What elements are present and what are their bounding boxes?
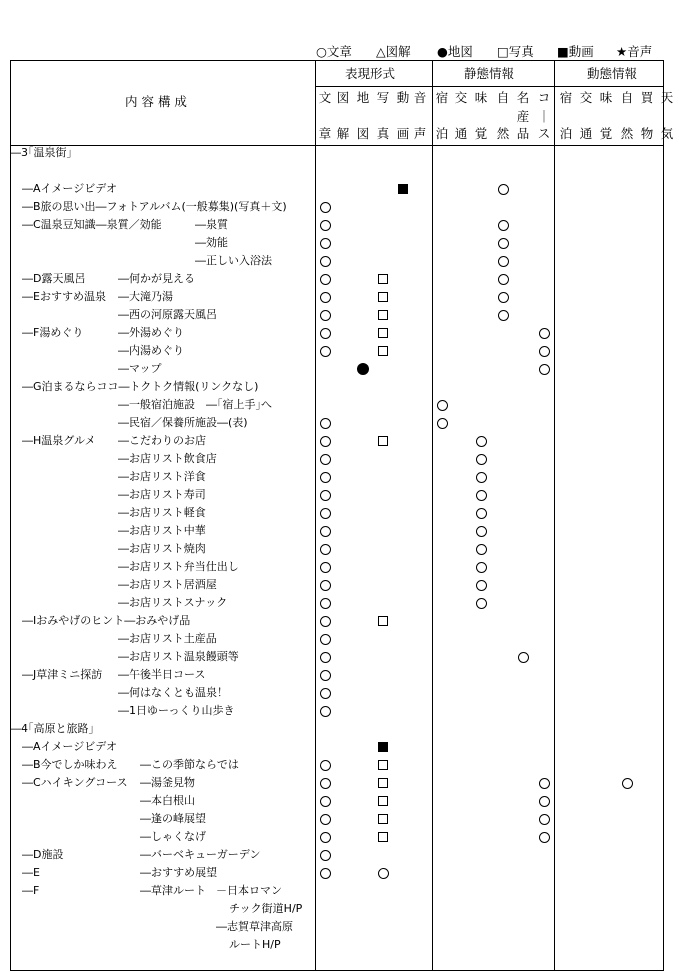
circle-mark — [320, 220, 331, 231]
table-row — [0, 720, 679, 738]
table-row — [0, 252, 679, 270]
column-header-11-bottom: ス — [537, 126, 551, 141]
circle-mark — [320, 256, 331, 267]
row-label: ―Eおすすめ温泉 — [22, 290, 107, 303]
square-mark — [378, 274, 388, 284]
circle-mark — [476, 598, 487, 609]
square-mark — [378, 310, 388, 320]
circle-mark — [320, 418, 331, 429]
legend-circle: ○文章 — [316, 44, 352, 59]
circle-mark — [320, 346, 331, 357]
table-row — [0, 234, 679, 252]
circle-mark — [320, 796, 331, 807]
column-header-6-top: 宿 — [435, 90, 449, 105]
table-row — [0, 522, 679, 540]
column-header-5-bottom: 声 — [413, 126, 427, 141]
table-row — [0, 792, 679, 810]
table-row — [0, 198, 679, 216]
circle-mark — [320, 580, 331, 591]
row-label: ―外湯めぐり — [118, 326, 184, 339]
legend-star: ★音声 — [616, 44, 653, 59]
row-label: ―J草津ミニ探訪 — [22, 668, 103, 681]
row-label: ―お店リストスナック — [118, 596, 228, 609]
table-row — [0, 360, 679, 378]
row-label: ―3｢温泉街｣ — [10, 146, 72, 159]
circle-mark — [320, 454, 331, 465]
row-label: ルートH/P — [229, 938, 281, 951]
table-row — [0, 828, 679, 846]
column-header-10-mid: 産 — [516, 109, 530, 124]
row-label: ―お店リスト温泉饅頭等 — [118, 650, 239, 663]
circle-mark — [320, 850, 331, 861]
circle-mark — [476, 490, 487, 501]
row-label: ―D露天風呂 — [22, 272, 86, 285]
square-mark — [378, 778, 388, 788]
column-header-11-top: コ — [537, 90, 551, 105]
row-label: ―大滝乃湯 — [118, 290, 173, 303]
column-header-12-top: 宿 — [559, 90, 573, 105]
row-label: ―こだわりのお店 — [118, 434, 206, 447]
square-mark — [378, 436, 388, 446]
column-header-0-top: 文 — [318, 90, 332, 105]
circle-mark — [320, 292, 331, 303]
circle-mark — [498, 310, 509, 321]
circle-mark — [320, 652, 331, 663]
column-header-4-top: 動 — [396, 90, 410, 105]
table-row — [0, 414, 679, 432]
circle-mark — [518, 652, 529, 663]
table-row — [0, 378, 679, 396]
column-header-13-bottom: 通 — [579, 126, 593, 141]
column-header-14-top: 味 — [599, 90, 613, 105]
row-label: ―バーベキューガーデン — [140, 848, 261, 861]
column-header-15-bottom: 然 — [620, 126, 634, 141]
circle-mark — [539, 796, 550, 807]
row-label: ―お店リスト居酒屋 — [118, 578, 217, 591]
table-row — [0, 702, 679, 720]
circle-mark — [498, 274, 509, 285]
circle-mark — [320, 544, 331, 555]
row-label: ―Iおみやげのヒント―おみやげ品 — [22, 614, 191, 627]
circle-mark — [437, 418, 448, 429]
circle-mark — [476, 526, 487, 537]
table-row — [0, 306, 679, 324]
column-header-7-bottom: 通 — [454, 126, 468, 141]
column-header-14-bottom: 覚 — [599, 126, 613, 141]
content-structure-heading: 内 容 構 成 — [125, 94, 187, 109]
table-row — [0, 612, 679, 630]
row-label: ―逢の峰展望 — [140, 812, 206, 825]
row-label: ―正しい入浴法 — [195, 254, 272, 267]
circle-mark — [320, 598, 331, 609]
row-label: ―マップ — [118, 362, 162, 375]
circle-mark — [320, 778, 331, 789]
circle-mark — [320, 274, 331, 285]
table-row — [0, 648, 679, 666]
column-header-7-top: 交 — [454, 90, 468, 105]
row-label: ―一般宿泊施設 ―｢宿上手｣へ — [118, 398, 272, 411]
table-row — [0, 882, 679, 900]
row-label: ―泉質 — [195, 218, 228, 231]
column-header-8-top: 味 — [474, 90, 488, 105]
circle-mark — [476, 562, 487, 573]
table-row — [0, 180, 679, 198]
table-row — [0, 900, 679, 918]
circle-mark — [320, 526, 331, 537]
circle-mark — [320, 688, 331, 699]
column-header-10-top: 名 — [516, 90, 530, 105]
table-row — [0, 846, 679, 864]
table-row — [0, 450, 679, 468]
row-label: ―お店リスト飲食店 — [118, 452, 217, 465]
column-header-8-bottom: 覚 — [474, 126, 488, 141]
table-row — [0, 504, 679, 522]
table-row — [0, 864, 679, 882]
table-row — [0, 774, 679, 792]
row-label: ―F湯めぐり — [22, 326, 84, 339]
block-mark — [398, 184, 408, 194]
table-row — [0, 540, 679, 558]
circle-mark — [320, 490, 331, 501]
column-header-9-bottom: 然 — [496, 126, 510, 141]
table-row — [0, 666, 679, 684]
table-row — [0, 576, 679, 594]
table-row — [0, 936, 679, 954]
row-label: ―民宿／保養所施設―(表) — [118, 416, 248, 429]
legend-triangle: △図解 — [376, 44, 411, 59]
column-header-4-bottom: 画 — [396, 126, 410, 141]
row-label: ―おすすめ展望 — [140, 866, 218, 879]
column-header-1-bottom: 解 — [336, 126, 350, 141]
circle-mark — [498, 220, 509, 231]
table-row — [0, 342, 679, 360]
legend-dot: ●地図 — [437, 44, 473, 59]
table-row — [0, 486, 679, 504]
circle-mark — [320, 616, 331, 627]
row-label: ―効能 — [195, 236, 228, 249]
row-label: ―1日ゆーっくり山歩き — [118, 704, 235, 717]
expression-format-heading: 表現形式 — [345, 66, 396, 81]
square-mark — [378, 760, 388, 770]
row-label: ―本白根山 — [140, 794, 195, 807]
column-header-1-top: 図 — [336, 90, 350, 105]
table-row — [0, 216, 679, 234]
circle-mark — [320, 868, 331, 879]
row-label: ―B今でしか味わえ — [22, 758, 118, 771]
table-row — [0, 810, 679, 828]
circle-mark — [320, 634, 331, 645]
circle-mark — [320, 328, 331, 339]
row-label: ―D施設 — [22, 848, 64, 861]
table-row — [0, 594, 679, 612]
table-row — [0, 324, 679, 342]
circle-mark — [320, 760, 331, 771]
circle-mark — [320, 238, 331, 249]
row-label: ―H温泉グルメ — [22, 434, 96, 447]
row-label: ―B旅の思い出―フォトアルバム(一般募集)(写真＋文) — [22, 200, 287, 213]
dot-mark — [357, 363, 369, 375]
table-row — [0, 738, 679, 756]
row-label: ―Cハイキングコース — [22, 776, 128, 789]
square-mark — [378, 796, 388, 806]
row-label: －日本ロマン — [216, 884, 282, 897]
table-row — [0, 288, 679, 306]
circle-mark — [476, 544, 487, 555]
table-row — [0, 558, 679, 576]
circle-mark — [539, 364, 550, 375]
row-label: ―西の河原露天風呂 — [118, 308, 217, 321]
circle-mark — [476, 454, 487, 465]
column-header-11-mid: ｜ — [537, 109, 551, 124]
row-label: ―お店リスト焼肉 — [118, 542, 206, 555]
row-label: ―午後半日コース — [118, 668, 206, 681]
row-label: ―お店リスト洋食 — [118, 470, 206, 483]
column-header-17-top: 天 — [660, 90, 674, 105]
circle-mark — [320, 562, 331, 573]
row-label: ―草津ルート — [140, 884, 206, 897]
row-label: ―お店リスト寿司 — [118, 488, 206, 501]
row-label: ―この季節ならでは — [140, 758, 239, 771]
row-label: ―G泊まるならココ―トクトク情報(リンクなし) — [22, 380, 259, 393]
row-label: ―内湯めぐり — [118, 344, 184, 357]
circle-mark — [378, 868, 389, 879]
column-header-16-top: 買 — [640, 90, 654, 105]
table-row — [0, 396, 679, 414]
circle-mark — [498, 184, 509, 195]
row-label: ―お店リスト中華 — [118, 524, 206, 537]
circle-mark — [320, 670, 331, 681]
column-header-9-top: 自 — [496, 90, 510, 105]
row-label: ―4｢高原と旅路｣ — [10, 722, 94, 735]
column-header-17-bottom: 気 — [660, 126, 674, 141]
table-row — [0, 270, 679, 288]
row-label: ―F — [22, 884, 40, 897]
row-label: ―C温泉豆知識―泉質／効能 — [22, 218, 162, 231]
table-row — [0, 756, 679, 774]
dynamic-info-heading: 動態情報 — [587, 66, 638, 81]
legend-block: ■動画 — [557, 44, 594, 59]
row-label: ―お店リスト軽食 — [118, 506, 206, 519]
circle-mark — [320, 202, 331, 213]
static-info-heading: 静態情報 — [464, 66, 515, 81]
row-label: ―お店リスト土産品 — [118, 632, 217, 645]
circle-mark — [320, 814, 331, 825]
circle-mark — [320, 832, 331, 843]
circle-mark — [498, 292, 509, 303]
circle-mark — [539, 832, 550, 843]
block-mark — [378, 742, 388, 752]
circle-mark — [476, 508, 487, 519]
circle-mark — [320, 706, 331, 717]
row-label: ―何かが見える — [118, 272, 195, 285]
legend-square: □写真 — [497, 44, 534, 59]
column-header-2-top: 地 — [356, 90, 370, 105]
row-label: ―しゃくなげ — [140, 830, 206, 843]
circle-mark — [476, 436, 487, 447]
circle-mark — [539, 346, 550, 357]
circle-mark — [498, 238, 509, 249]
column-header-5-top: 音 — [413, 90, 427, 105]
circle-mark — [539, 814, 550, 825]
circle-mark — [476, 472, 487, 483]
column-header-6-bottom: 泊 — [435, 126, 449, 141]
table-row — [0, 630, 679, 648]
row-label: ―湯釜見物 — [140, 776, 195, 789]
table-row — [0, 432, 679, 450]
circle-mark — [539, 328, 550, 339]
column-header-3-top: 写 — [376, 90, 390, 105]
row-label: ―Aイメージビデオ — [22, 740, 117, 753]
table-row — [0, 684, 679, 702]
row-label: ―何はなくとも温泉！ — [118, 686, 228, 699]
circle-mark — [320, 436, 331, 447]
column-header-10-bottom: 品 — [516, 126, 530, 141]
circle-mark — [622, 778, 633, 789]
column-header-3-bottom: 真 — [376, 126, 390, 141]
column-header-2-bottom: 図 — [356, 126, 370, 141]
row-label: ―E — [22, 866, 40, 879]
table-row — [0, 162, 679, 180]
circle-mark — [320, 472, 331, 483]
row-label: ―お店リスト弁当仕出し — [118, 560, 239, 573]
circle-mark — [437, 400, 448, 411]
square-mark — [378, 814, 388, 824]
row-label: ―Aイメージビデオ — [22, 182, 117, 195]
column-header-13-top: 交 — [579, 90, 593, 105]
row-label: チック街道H/P — [229, 902, 303, 915]
table-row — [0, 144, 679, 162]
square-mark — [378, 328, 388, 338]
circle-mark — [539, 778, 550, 789]
row-label: ―志賀草津高原 — [216, 920, 293, 933]
column-header-0-bottom: 章 — [318, 126, 332, 141]
table-row — [0, 468, 679, 486]
circle-mark — [498, 256, 509, 267]
square-mark — [378, 832, 388, 842]
circle-mark — [320, 508, 331, 519]
column-header-15-top: 自 — [620, 90, 634, 105]
circle-mark — [320, 310, 331, 321]
column-header-12-bottom: 泊 — [559, 126, 573, 141]
table-row — [0, 918, 679, 936]
column-header-16-bottom: 物 — [640, 126, 654, 141]
square-mark — [378, 292, 388, 302]
square-mark — [378, 346, 388, 356]
circle-mark — [476, 580, 487, 591]
square-mark — [378, 616, 388, 626]
